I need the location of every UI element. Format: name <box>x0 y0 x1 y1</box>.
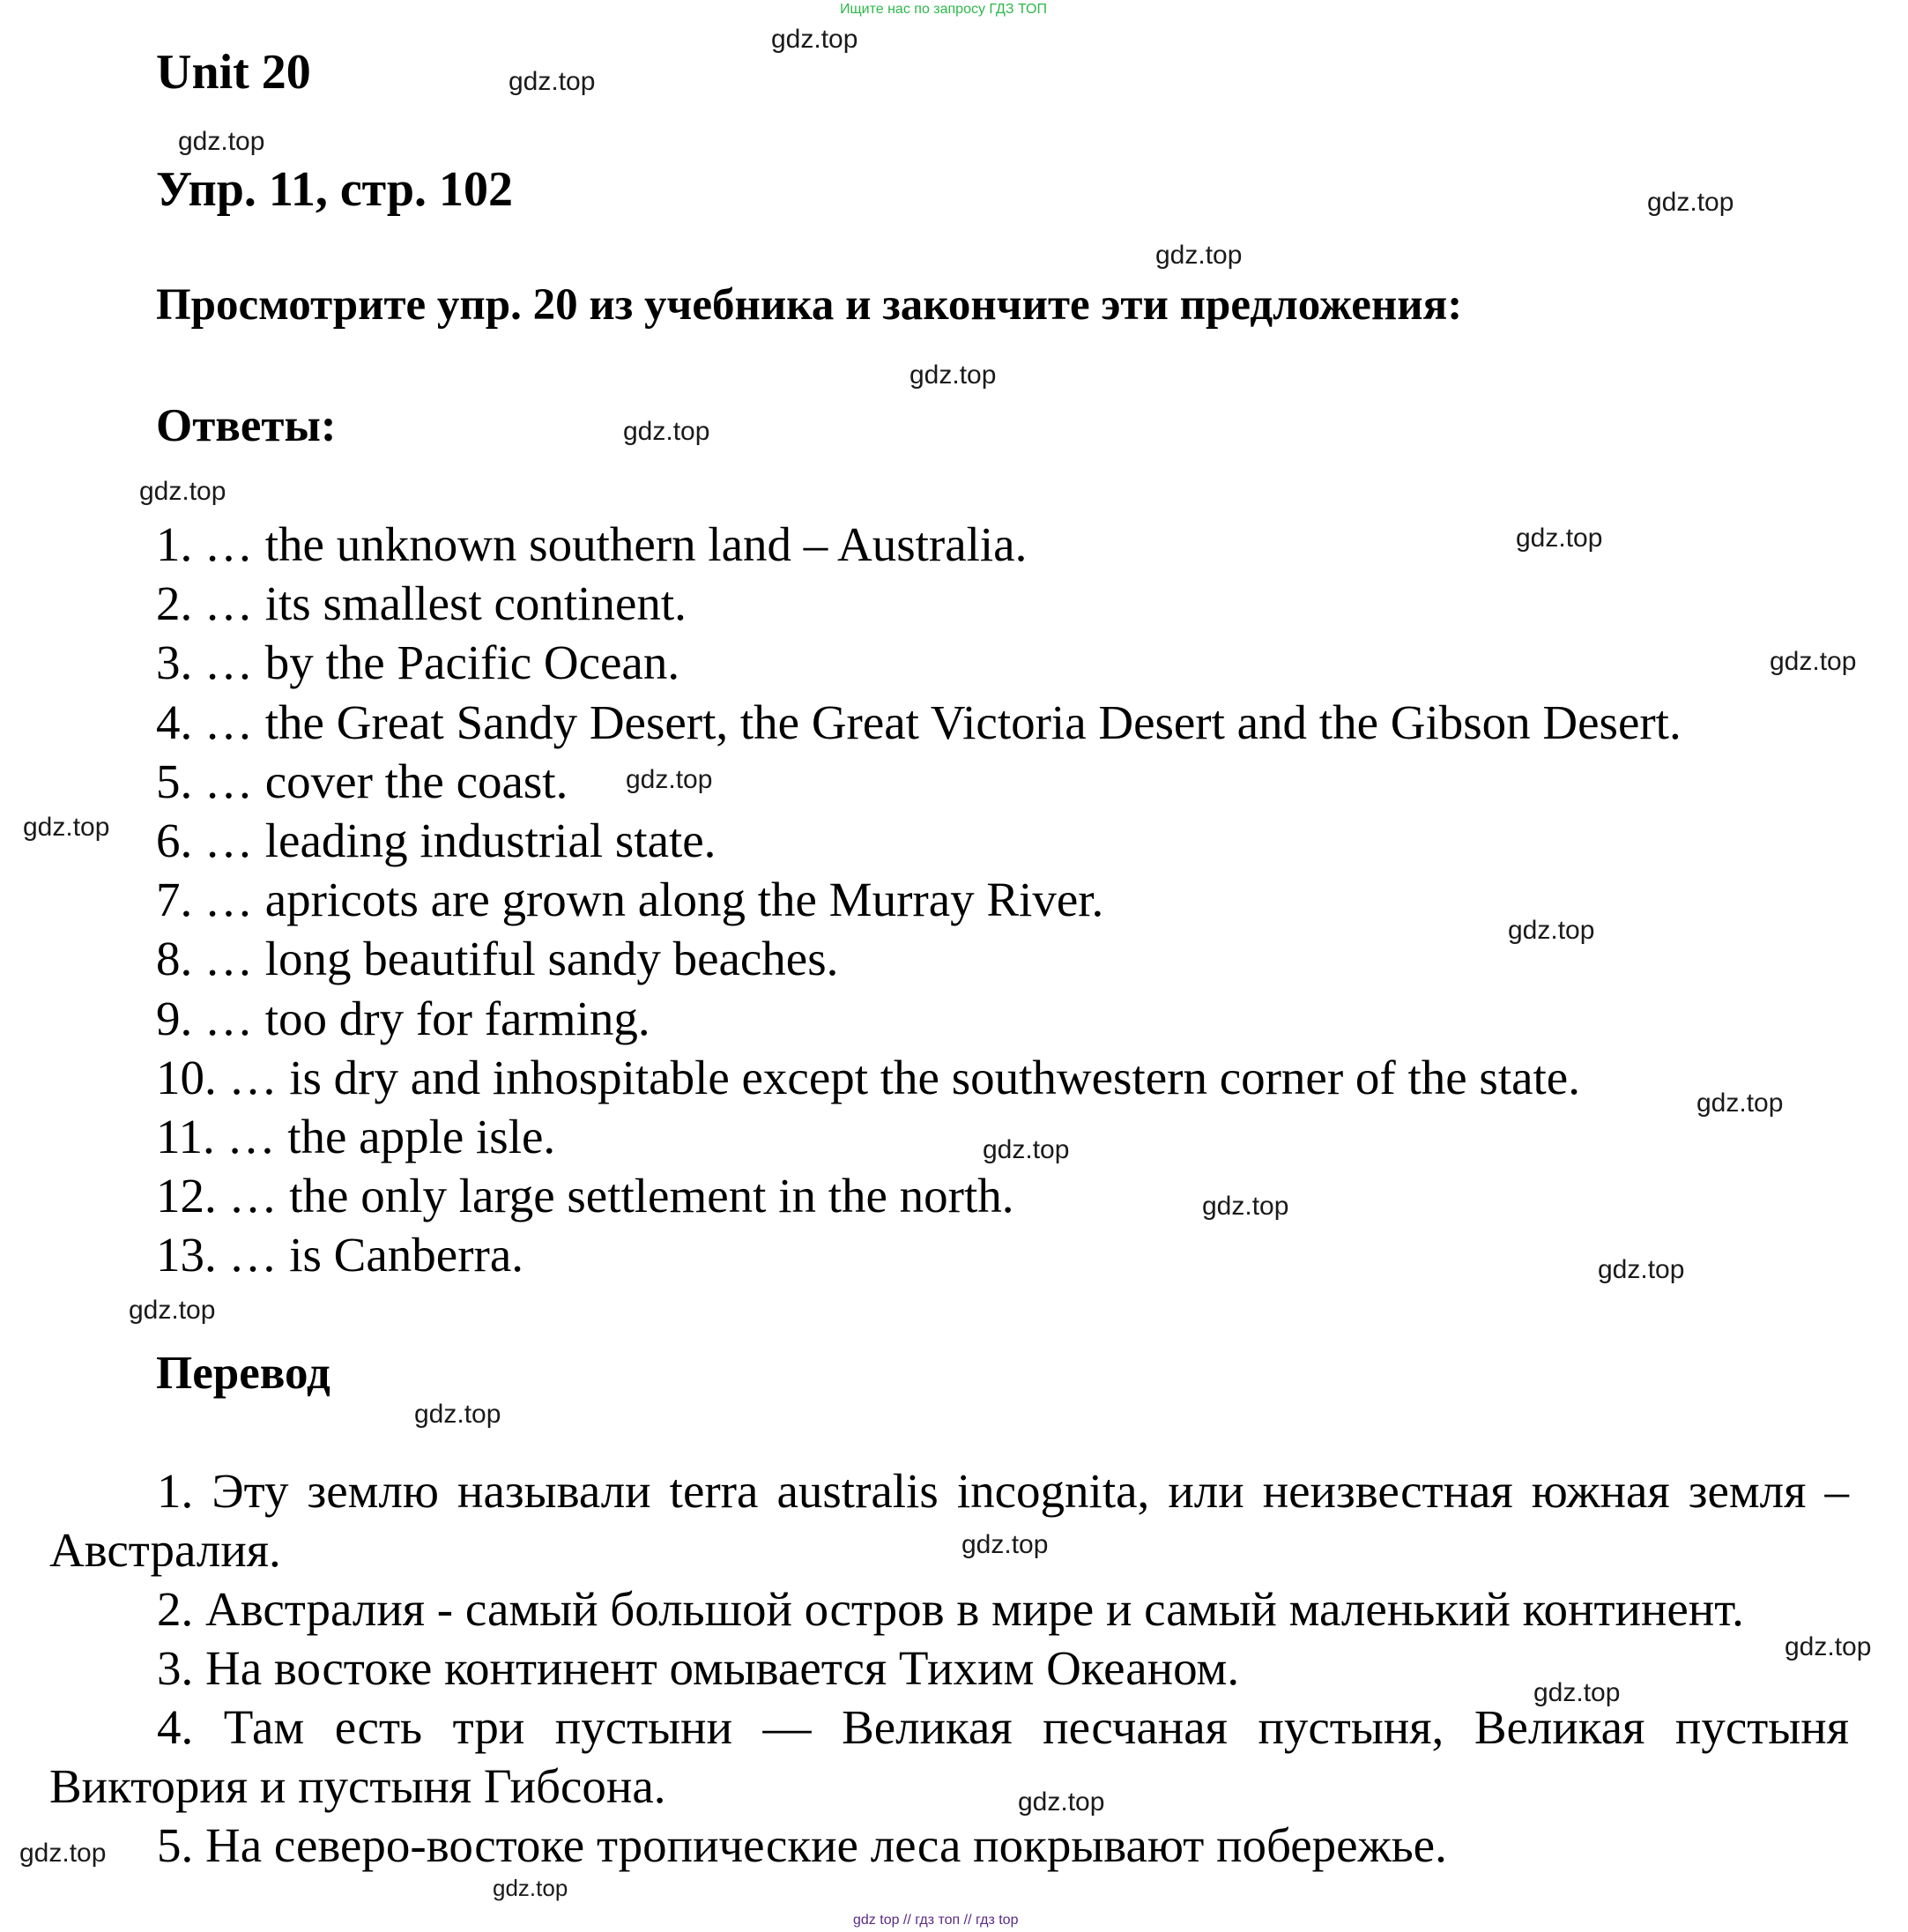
answer-item: 7. … apricots are grown along the Murray River. <box>156 873 1104 927</box>
translation-heading: Перевод <box>156 1348 330 1399</box>
watermark: gdz.top <box>1785 1632 1872 1661</box>
watermark: gdz.top <box>1516 524 1603 553</box>
translation-item: 5. На северо-востоке тропические леса покрывают побережье. <box>157 1818 1447 1872</box>
watermark: gdz.top <box>1155 241 1243 270</box>
answer-item: 1. … the unknown southern land – Australia. <box>156 517 1028 571</box>
watermark: gdz.top <box>19 1839 107 1868</box>
bottom-banner: gdz top // гдз топ // гдз top <box>853 1913 1019 1928</box>
answer-item: 11. … the apple isle. <box>156 1110 556 1164</box>
watermark: gdz.top <box>414 1400 501 1429</box>
answers-list <box>156 515 1685 1285</box>
watermark: gdz.top <box>626 765 713 794</box>
watermark: gdz.top <box>1647 188 1734 217</box>
answer-item: 9. … too dry for farming. <box>156 991 650 1045</box>
exercise-heading: Упр. 11, стр. 102 <box>156 162 514 217</box>
watermark: gdz.top <box>1018 1787 1105 1817</box>
answer-item: 8. … long beautiful sandy beaches. <box>156 932 839 986</box>
answer-item: 12. … the only large settlement in the north. <box>156 1169 1014 1223</box>
answer-item: 13. … is Canberra. <box>156 1228 523 1282</box>
answers-heading: Ответы: <box>156 400 337 451</box>
watermark: gdz.top <box>771 25 858 54</box>
answer-item: 2. … its smallest continent. <box>156 576 687 631</box>
answer-item: 10. … is dry and inhospitable except the southwestern corner of the state. <box>156 1050 1580 1104</box>
watermark: gdz.top <box>493 1875 568 1901</box>
watermark: gdz.top <box>139 477 226 506</box>
translation-list <box>49 1461 1849 1875</box>
unit-heading: Unit 20 <box>156 45 311 100</box>
watermark: gdz.top <box>1696 1089 1784 1118</box>
watermark: gdz.top <box>1770 647 1857 676</box>
watermark: gdz.top <box>178 127 265 156</box>
watermark: gdz.top <box>129 1296 216 1325</box>
watermark: gdz.top <box>1508 916 1595 945</box>
answer-item: 4. … the Great Sandy Desert, the Great Victoria Desert and the Gibson Desert. <box>156 695 1682 749</box>
watermark: gdz.top <box>23 813 110 842</box>
watermark: gdz.top <box>509 67 596 96</box>
translation-item: 1. Эту землю называли terra australis incognita, или неизвестная южная земля – Австралия. <box>49 1464 1849 1577</box>
translation-item: 3. На востоке континент омывается Тихим Океаном. <box>157 1641 1240 1695</box>
top-banner: Ищите нас по запросу ГДЗ ТОП <box>840 2 1047 17</box>
answer-item: 5. … cover the coast. <box>156 754 568 808</box>
translation-item: 2. Австралия - самый большой остров в мире и самый маленький континент. <box>157 1582 1744 1636</box>
watermark: gdz.top <box>1202 1192 1289 1221</box>
answer-item: 3. … by the Pacific Ocean. <box>156 635 680 690</box>
watermark: gdz.top <box>909 360 997 390</box>
answer-item: 6. … leading industrial state. <box>156 814 716 868</box>
translation-item: 4. Там есть три пустыни — Великая песчаная пустыня, Великая пустыня Виктория и пустыня Гибсона. <box>49 1700 1849 1813</box>
watermark: gdz.top <box>1533 1678 1621 1707</box>
watermark: gdz.top <box>961 1530 1049 1559</box>
watermark: gdz.top <box>983 1135 1070 1164</box>
task-heading: Просмотрите упр. 20 из учебника и закончите эти предложения: <box>156 280 1463 330</box>
watermark: gdz.top <box>1598 1255 1685 1284</box>
watermark: gdz.top <box>623 417 710 446</box>
